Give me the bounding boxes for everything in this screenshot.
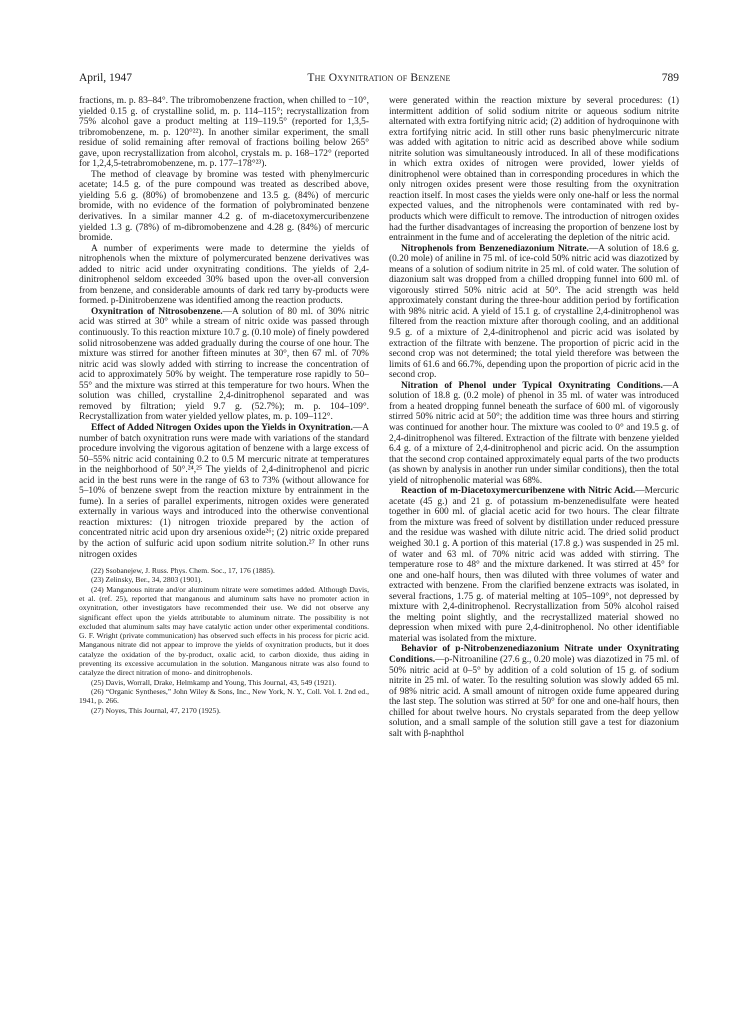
- section-heading: Nitrophenols from Benzenediazonium Nitrate.: [401, 243, 589, 254]
- paragraph-text: —A solution of 18.8 g. (0.2 mole) of phenol in 35 ml. of water was introduced from a heated dropping funnel beneath the surface of 600 ml. of vigorously stirred 50% nitric acid at 50°; the addition time was three hours and stirring was continued for another hour. The mixture was cooled to 0° and 19.5 g. of 2,4-dinitrophenol was filtered. Extraction of the filtrate with benzene yielded 6.4 g. of a mixture of 2,4-dinitrophenol and picric acid. On the assumption that the second crop contained approximately equal parts of the two products (as shown by analysis in another run under similar conditions), then the total yield of nitrophenolic material was 68%.: [389, 380, 679, 486]
- page-header: [79, 72, 679, 90]
- header-page-number: 789: [661, 72, 679, 84]
- paragraph-text: —p-Nitroaniline (27.6 g., 0.20 mole) was diazotized in 75 ml. of 50% nitric acid at 0–5° by addition of a cold solution of 15 g. of sodium nitrite in 25 ml. of water. To the resulting solution was slowly added 65 ml. of 98% nitric acid. A small amount of nitrogen oxide fume appeared during the last step. The solution was stirred at 50° for one and one-half hours, then chilled for about twelve hours. No crystals separated from the deep yellow solution, and a small sample of the solution still gave a test for diazonium salt with β-naphthol: [389, 654, 679, 739]
- section-heading: Effect of Added Nitrogen Oxides upon the Yields in Oxynitration.: [91, 422, 353, 433]
- paragraph-text: —Mercuric acetate (45 g.) and 21 g. of potassium m-benzenedisulfate were heated together in 600 ml. of glacial acetic acid for two hours. The clear filtrate from the mixture was freed of solvent by distillation under reduced pressure and the residue was washed with dilute nitric acid. The dried solid product weighed 30.1 g. A portion of this material (17.8 g.) was suspended in 25 ml. of water and 63 ml. of 70% nitric acid was added with stirring. The temperature rose to 48° and the mixture darkened. It was stirred at 45° for one and one-half hours, then was diluted with three volumes of water and extracted with benzene. From the clarified benzene extracts was isolated, in several fractions, 1.75 g. of material melting at 105–109°, not depressed by mixture with 2,4-dinitrophenol. Recrystallization from 50% alcohol raised the melting point slightly, and the recrystallized material showed no depression when mixed with pure 2,4-dinitrophenol. No other identifiable material was isolated from the mixture.: [389, 486, 679, 644]
- section-heading: Behavior of p-Nitrobenzenediazonium Nitrate under Oxynitrating Conditions.: [389, 644, 679, 665]
- footnote: (27) Noyes, This Journal, 47, 2170 (1925).: [91, 705, 221, 715]
- footnote: (22) Ssobanejew, J. Russ. Phys. Chem. Soc., 17, 176 (1885).: [91, 566, 275, 576]
- paragraph: The method of cleavage by bromine was tested with phenylmercuric acetate; 14.5 g. of the pure compound was treated as described above, yielding 5.6 g. (80%) of bromobenzene and 13.5 g. (84%) of mercuric bromide, with no evidence of the formation of polybrominated benzene derivatives. In a similar manner 4.2 g. of m-diacetoxymercuribenzene yielded 1.3 g. (78%) of m-dibromobenzene and 4.28 g. (84%) of mercuric bromide.: [79, 169, 369, 244]
- footnote: (24) Manganous nitrate and/or aluminum nitrate were sometimes added. Although Davis, et al. (ref. 25), reported that manganous and aluminum salts have no promoter action in oxynitration, other investigators have recommended their use. We did not observe any significant effect upon the yields attributable to aluminum nitrate. The possibility is not excluded that aluminum salts may have catalytic action under other experimental conditions. G. F. Wright (private communication) has observed such effects in his process for picric acid. Manganous nitrate did not appear to improve the yields of oxynitration products, but it does catalyze the oxidation of the by-product, oxalic acid, to carbon dioxide, thus aiding in preventing its excessive accumulation in the solution. Manganous nitrate was also found to catalyze the direct nitration of mono- and dinitrophenols.: [79, 584, 369, 678]
- footnotes: [79, 566, 369, 715]
- paragraph: [389, 244, 679, 381]
- paragraph: A number of experiments were made to determine the yields of nitrophenols when the mixture of polymercurated benzene derivatives was added to nitric acid under oxynitrating conditions. The yields of 2,4-dinitrophenol seldom exceeded 30% based upon the over-all conversion from benzene, and considerable amounts of dark red tarry by-products were formed. p-Dinitrobenzene was identified among the reaction products.: [79, 243, 369, 307]
- section-heading: Reaction of m-Diacetoxymercuribenzene with Nitric Acid.: [401, 486, 636, 497]
- paragraph: [389, 381, 679, 486]
- paragraph: [79, 307, 369, 423]
- paragraph: fractions, m. p. 83–84°. The tribromobenzene fraction, when chilled to −10°, yielded 0.15 g. of crystalline solid, m. p. 114–115°; recrystallization from 75% alcohol gave a product melting at 119–119.5° (reported for 1,3,5-tribromobenzene, m. p. 120°²²). In another similar experiment, the small residue of solid remaining after removal of fractions boiling below 265° gave, upon recrystallization from alcohol, crystals m. p. 168–172° (reported for 1,2,4,5-tetrabromobenzene, m. p. 177–178°²³).: [79, 96, 369, 170]
- footnote: (23) Zelinsky, Ber., 34, 2803 (1901).: [91, 575, 203, 585]
- left-column: [79, 96, 369, 715]
- footnote: (26) “Organic Syntheses,” John Wiley & Sons, Inc., New York, N. Y., Coll. Vol. I. 2nd ed., 1941, p. 266.: [79, 686, 369, 706]
- paragraph: were generated within the reaction mixture by several procedures: (1) intermittent addition of solid sodium nitrite or aqueous sodium nitrite alternated with extra fortifying nitric acid; (2) addition of hydroquinone with extra fortifying nitric acid. In still other runs basic phenylmercuric nitrate was added with agitation to nitric acid as described above while sodium nitrite solution was simultaneously introduced. In all of these modifications in which extra oxides of nitrogen were provided, lower yields of dinitrophenol were obtained than in corresponding procedures in which the only nitrogen oxides present were those resulting from the oxynitration reaction itself. In most cases the yields were only one-half or less the normal expected values, and the nitrophenols were contaminated with red by-products which were difficult to remove. The introduction of nitrogen oxides had the further disadvantages of increasing the proportion of benzene lost by entrainment in the fume and of accelerating the depletion of the nitric acid.: [389, 96, 679, 244]
- header-date: April, 1947: [79, 72, 133, 84]
- paragraph-text: —A solution of 18.6 g. (0.20 mole) of aniline in 75 ml. of ice-cold 50% nitric acid was diazotized by means of a solution of sodium nitrite in 25 ml. of cold water. The solution of diazonium salt was dropped from a chilled dropping funnel into 600 ml. of vigorously stirred 50% nitric acid at 50°. The acid strength was held approximately constant during the three-hour addition period by fortification with 98% nitric acid. A yield of 15.1 g. of crystalline 2,4-dinitrophenol was filtered from the reaction mixture after thorough cooling, and an additional 9.5 g. of a mixture of 2,4-dinitrophenol and picric acid was isolated by extraction of the filtrate with benzene. The proportion of picric acid in the second crop was not determined; the total yield therefore was between the limits of 61.6 and 66.7%, depending upon the proportion of picric acid in the second crop.: [389, 243, 679, 381]
- paragraph: [389, 486, 679, 644]
- paragraph: [389, 644, 679, 739]
- footnote: (25) Davis, Worrall, Drake, Helmkamp and Young, This Journal, 43, 549 (1921).: [91, 677, 337, 687]
- right-column: [389, 96, 679, 739]
- section-heading: Oxynitration of Nitrosobenzene.: [91, 306, 223, 317]
- paragraph: [79, 423, 369, 560]
- paragraph-text: —A number of batch oxynitration runs were made with variations of the standard procedure involving the vigorous agitation of benzene with a large excess of 50–55% nitric acid containing 0.2 to 0.5 M mercuric nitrate at temperatures in the neighborhood of 50°.²⁴,²⁵ The yields of 2,4-dinitrophenol and picric acid in the best runs were in the range of 63 to 73% (without allowance for 5–10% of benzene swept from the reaction mixture by entrainment in the fume). In a series of parallel experiments, nitrogen oxides were generated externally in various ways and introduced into the otherwise conventional reaction mixtures: (1) nitrogen trioxide prepared by the action of concentrated nitric acid upon dry arsenious oxide²⁶; (2) nitric oxide prepared by the action of sulfuric acid upon sodium nitrite solution.²⁷ In other runs nitrogen oxides: [79, 422, 369, 560]
- header-running-title: The Oxynitration of Benzene: [307, 72, 451, 84]
- paragraph-text: —A solution of 80 ml. of 30% nitric acid was stirred at 30° while a stream of nitric oxide was passed through continuously. To this reaction mixture 10.7 g. (0.10 mole) of finely powdered solid nitrosobenzene was added gradually during the course of one hour. The mixture was stirred for another fifteen minutes at 30°, then 67 ml. of 70% nitric acid was slowly added with stirring to increase the concentration of acid to approximately 50% by weight. The temperature rose rapidly to 50–55° and the mixture was stirred at this temperature for two hours. When the solution was chilled, crystalline 2,4-dinitrophenol separated and was removed by filtration; yield 9.7 g. (52.7%); m. p. 104–109°. Recrystallization from water yielded yellow plates, m. p. 109–112°.: [79, 306, 369, 423]
- section-heading: Nitration of Phenol under Typical Oxynitrating Conditions.: [401, 380, 663, 391]
